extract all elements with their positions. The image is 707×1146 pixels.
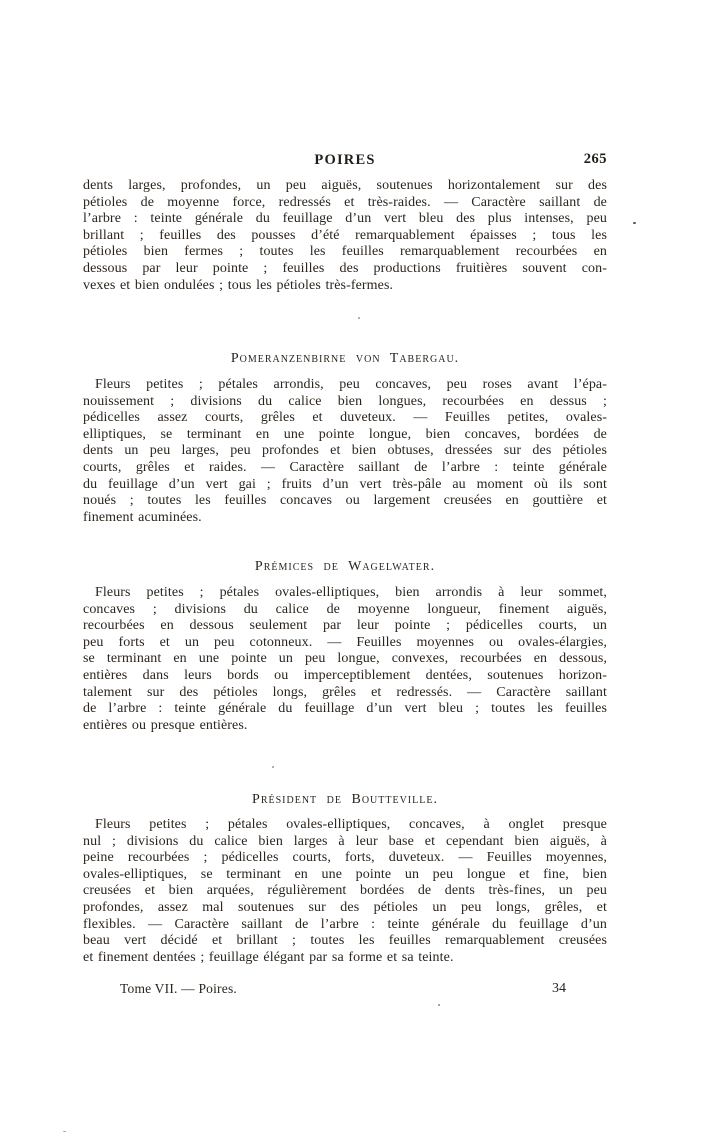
- text-line: Fleurs petites ; pétales ovales-elliptiques, concaves, à onglet presque: [95, 817, 607, 832]
- paragraph-pomeranzenbirne: [83, 377, 607, 526]
- text-line: peine recourbées ; pédicelles courts, forts, duveteux. — Feuilles moyennes,: [83, 850, 607, 866]
- text-line: pédicelles assez courts, grêles et duveteux. — Feuilles petites, ovales-: [83, 410, 607, 426]
- text-line: de l’arbre : teinte générale du feuillage d’un vert bleu ; toutes les feuilles: [83, 701, 607, 717]
- text-line: talement sur des pétioles longs, grêles et redressés. — Caractère saillant: [83, 684, 607, 700]
- text-line: pétioles de moyenne force, redressés et très-raides. — Caractère saillant de: [83, 194, 607, 210]
- ink-speck: [438, 1004, 440, 1006]
- text-line: nouissement ; divisions du calice bien longues, recourbées en dessus ;: [83, 393, 607, 409]
- text-line: courts, grêles et raides. — Caractère saillant de l’arbre : teinte générale: [83, 459, 607, 475]
- text-line: Fleurs petites ; pétales arrondis, peu concaves, peu roses avant l’épa-: [95, 377, 607, 392]
- text-line: du feuillage d’un vert gai ; fruits d’un vert très-pâle au moment où ils sont: [83, 476, 607, 492]
- text-line: entières dans leurs bords ou imperceptiblement dentées, soutenues horizon-: [83, 667, 607, 683]
- text-line: elliptiques, se terminant en une pointe longue, bien concaves, bordées de: [83, 426, 607, 442]
- text-line: l’arbre : teinte générale du feuillage d’un vert bleu des plus intenses, peu: [83, 211, 607, 227]
- text-line: ovales-elliptiques, se terminant en une pointe un peu longue et fine, bien: [83, 866, 607, 882]
- variety-heading-premices-de-wagelwater: Prémices de Wagelwater.: [254, 559, 436, 574]
- text-line: et finement dentées ; feuillage élégant par sa forme et sa teinte.: [83, 949, 454, 965]
- page-number: 265: [583, 151, 607, 167]
- ink-speck: [358, 317, 360, 319]
- text-line: nul ; divisions du calice bien larges à leur base et cependant bien aiguës, à: [83, 833, 607, 849]
- page-title: POIRES: [314, 152, 376, 168]
- footer-signature-number: 34: [552, 981, 566, 996]
- text-line: dents larges, profondes, un peu aiguës, soutenues horizontalement sur des: [83, 178, 607, 193]
- text-line: pétioles bien fermes ; toutes les feuilles remarquablement recourbées en: [83, 244, 607, 260]
- ink-speck: [272, 766, 274, 768]
- text-line: noués ; toutes les feuilles concaves ou largement creusées en gouttière et: [83, 493, 607, 509]
- text-line: creusées et bien arquées, régulièrement bordées de dents très-fines, un peu: [83, 883, 607, 899]
- text-line: entières ou presque entières.: [83, 717, 248, 733]
- running-head: [83, 151, 607, 169]
- paragraph-president: [83, 817, 607, 966]
- variety-heading-president-de-boutteville: Président de Boutteville.: [252, 792, 438, 807]
- text-line: recourbées en dessous seulement par leur pointe ; pédicelles courts, un: [83, 618, 607, 634]
- ink-speck: [633, 222, 636, 224]
- text-line: se terminant en une pointe un peu longue, convexes, recourbées en dessous,: [83, 651, 607, 667]
- text-line: finement acuminées.: [83, 509, 202, 525]
- ink-speck: [63, 1131, 66, 1132]
- text-line: dessous par leur pointe ; feuilles des productions fruitières souvent con-: [83, 260, 607, 276]
- footer-volume-label: Tome VII. — Poires.: [120, 981, 237, 996]
- paragraph-premices: [83, 585, 607, 734]
- text-line: profondes, assez mal soutenues sur des pétioles un peu longs, grêles, et: [83, 899, 607, 915]
- text-line: dents un peu larges, peu profondes et bien obtuses, dressées sur des pétioles: [83, 443, 607, 459]
- text-line: peu forts et un peu cotonneux. — Feuilles moyennes ou ovales-élargies,: [83, 634, 607, 650]
- text-line: vexes et bien ondulées ; tous les pétioles très-fermes.: [83, 277, 394, 293]
- text-line: beau vert décidé et brillant ; toutes les feuilles remarquablement creusées: [83, 933, 607, 949]
- variety-heading-pomeranzenbirne-von-tabergau: Pomeranzenbirne von Tabergau.: [230, 351, 460, 366]
- text-line: Fleurs petites ; pétales ovales-elliptiques, bien arrondis à leur sommet,: [95, 585, 607, 600]
- text-line: flexibles. — Caractère saillant de l’arbre : teinte générale du feuillage d’un: [83, 916, 607, 932]
- text-line: brillant ; feuilles des pousses d’été remarquablement épaisses ; tous les: [83, 227, 607, 243]
- paragraph-continuation: [83, 178, 607, 294]
- text-line: concaves ; divisions du calice de moyenne longueur, finement aiguës,: [83, 601, 607, 617]
